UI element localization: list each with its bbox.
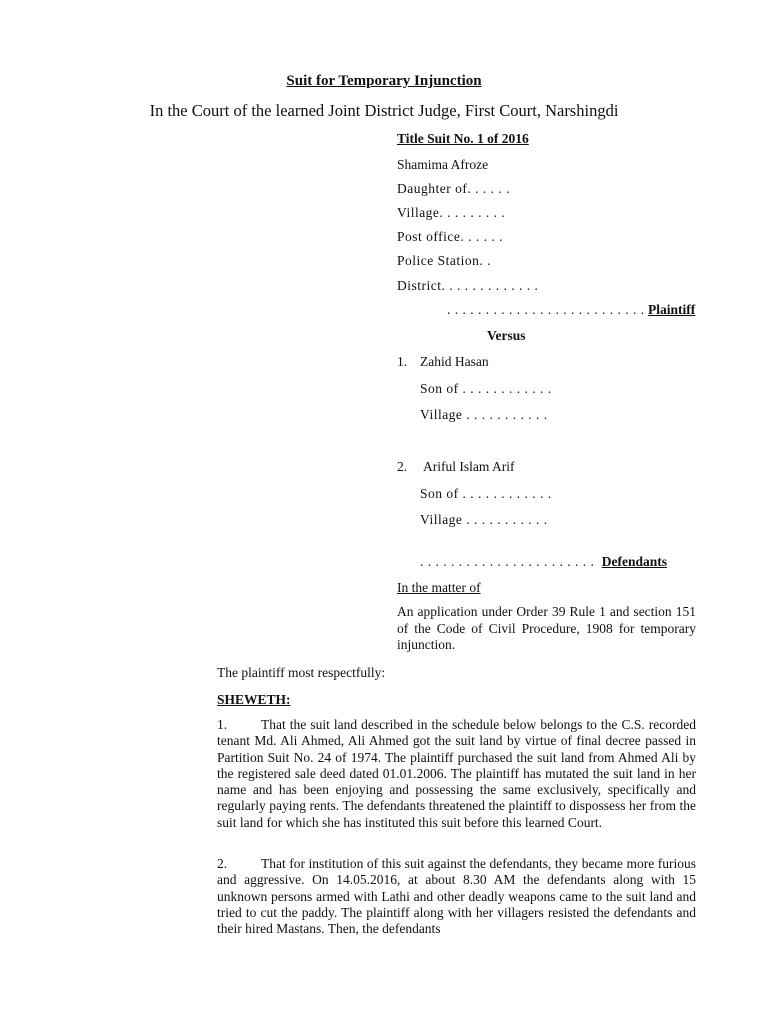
plaintiff-dots: . . . . . . . . . . . . . . . . . . . . . . . . . . xyxy=(447,302,645,317)
defendant-1-name-line xyxy=(397,354,489,370)
plaintiff-role-line xyxy=(447,302,695,318)
paragraph-2-number: 2. xyxy=(217,856,228,871)
matter-heading: In the matter of xyxy=(397,580,481,595)
plaintiff-role: Plaintiff xyxy=(648,302,696,317)
defendants-role-line xyxy=(420,554,667,570)
plaintiff-name: Shamima Afroze xyxy=(397,157,489,172)
plaintiff-district: District. . . . . . . . . . . . . xyxy=(397,278,539,293)
defendant-2-name-line xyxy=(397,459,514,475)
court-heading xyxy=(0,101,768,121)
versus-label: Versus xyxy=(487,328,526,343)
matter-text: An application under Order 39 Rule 1 and section 151 of the Code of Civil Procedure, 1908 for temporary injunction. xyxy=(397,604,696,652)
paragraph-1-text: That the suit land described in the schedule below belongs to the C.S. recorded tenant Md. Ali Ahmed, Ali Ahmed got the suit land by virtue of final decree passed in Partition Suit No. 24 of 1974. The plaintiff purchased the suit land from Ahmed Ali by the registered sale deed dated 01.01.2006. The plaintiff has mutated the suit land in her name and has been enjoying and possessing the same exclusively, specifically and regularly paying rents. The defendants threatened the plaintiff to dispossess her from the suit land for which she has instituted this suit before this learned Court. xyxy=(217,717,696,830)
plaintiff-post-office: Post office. . . . . . xyxy=(397,229,503,244)
defendants-dots: . . . . . . . . . . . . . . . . . . . . . . . xyxy=(420,554,595,569)
paragraph-1 xyxy=(217,717,696,831)
defendant-1-son-of: Son of . . . . . . . . . . . . xyxy=(420,381,552,396)
document-title: Suit for Temporary Injunction xyxy=(286,73,482,89)
defendant-2-number: 2. xyxy=(397,459,408,474)
paragraph-1-number: 1. xyxy=(217,717,228,732)
paragraph-2 xyxy=(217,856,696,937)
plaintiff-daughter-of: Daughter of. . . . . . xyxy=(397,181,510,196)
defendant-2-son-of: Son of . . . . . . . . . . . . xyxy=(420,486,552,501)
court-heading-text: In the Court of the learned Joint District Judge, First Court, Narshingdi xyxy=(149,101,619,120)
plaintiff-village: Village. . . . . . . . . xyxy=(397,205,506,220)
paragraph-2-text: That for institution of this suit against the defendants, they became more furious and aggressive. On 14.05.2016, at about 8.30 AM the defendants along with 15 unknown persons armed with Lathi and other deadly weapons came to the suit land and tried to cut the paddy. The plaintiff along with her villagers resisted the defendants and their hired Mastans. Then, the defendants xyxy=(217,856,696,937)
defendant-2-village: Village . . . . . . . . . . . xyxy=(420,512,548,527)
defendant-1-number: 1. xyxy=(397,354,408,369)
plaintiff-police-station: Police Station. . xyxy=(397,253,491,268)
sheweth-heading: SHEWETH: xyxy=(217,692,291,707)
defendants-role: Defendants xyxy=(601,554,668,569)
suit-number: Title Suit No. 1 of 2016 xyxy=(397,131,529,146)
defendant-1-name: Zahid Hasan xyxy=(420,354,489,369)
defendant-1-village: Village . . . . . . . . . . . xyxy=(420,407,548,422)
defendant-2-name: Ariful Islam Arif xyxy=(423,459,515,474)
respectfully-line: The plaintiff most respectfully: xyxy=(217,665,386,680)
